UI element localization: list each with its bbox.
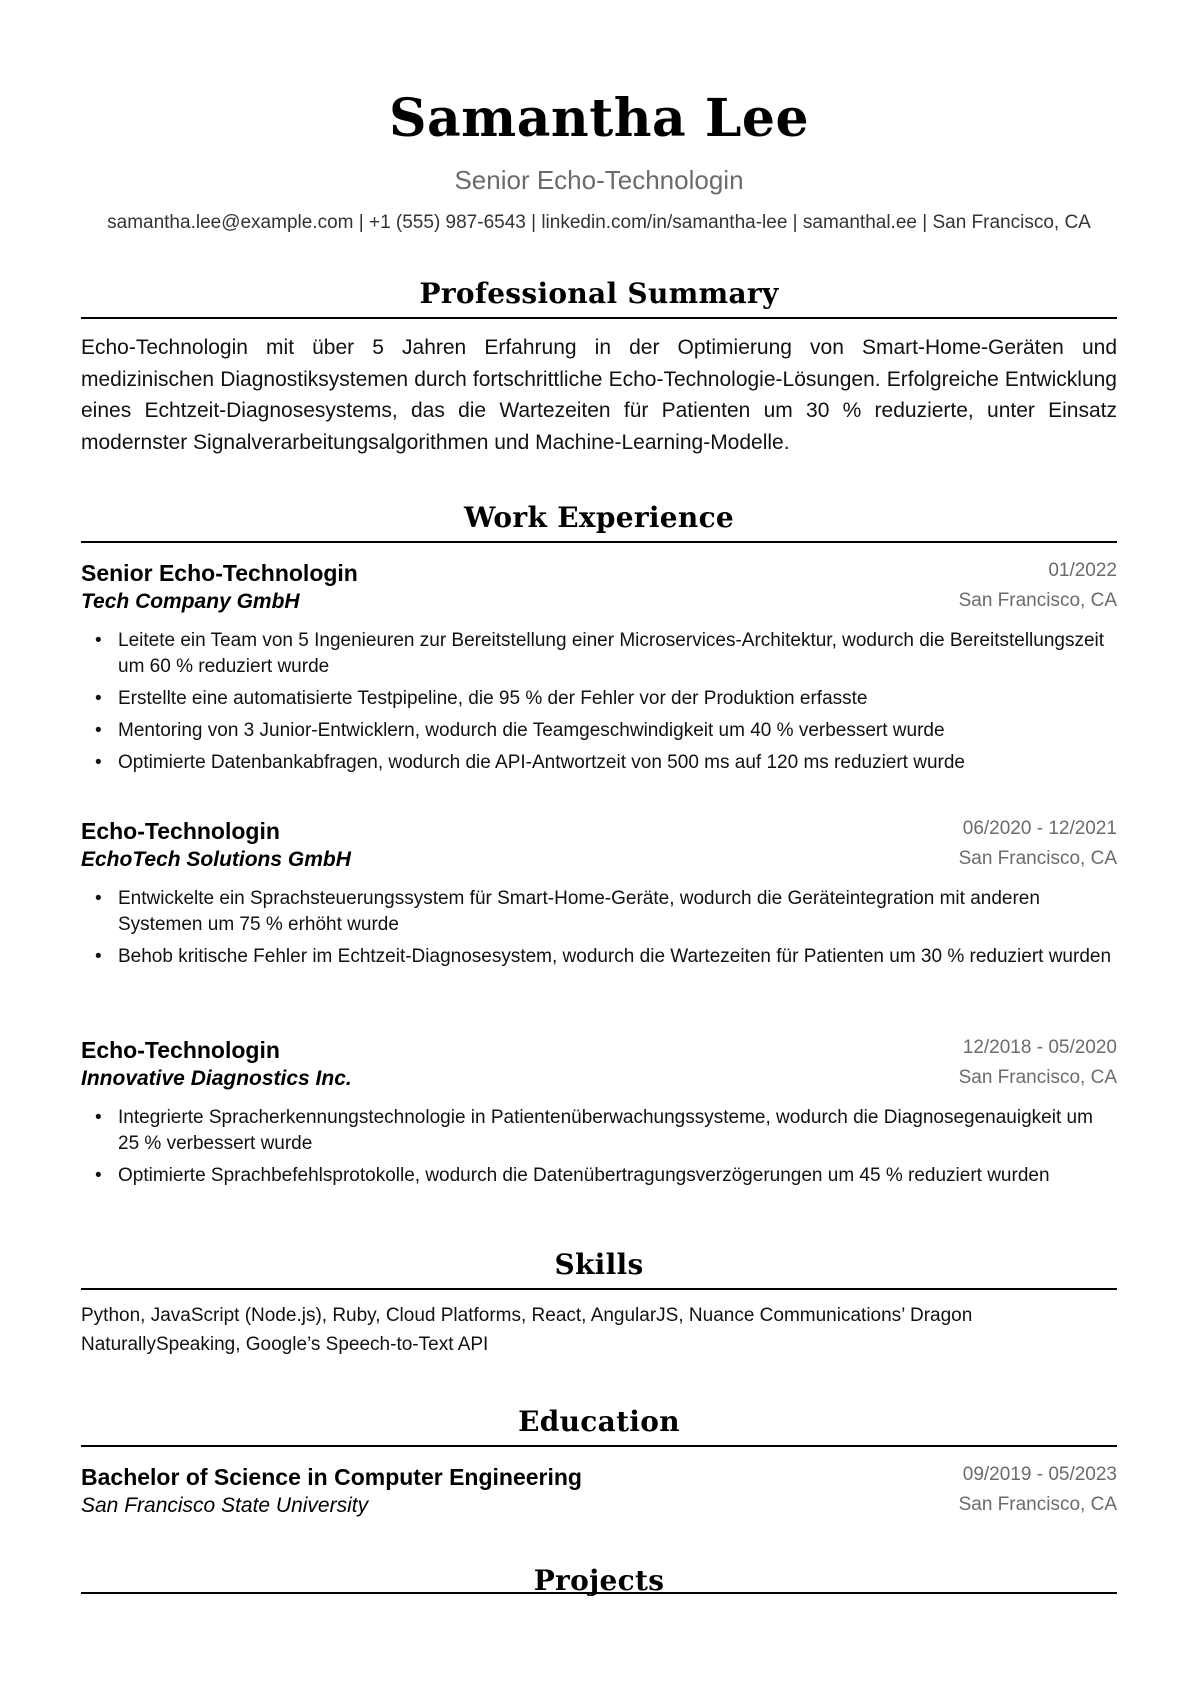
job-location: San Francisco, CA [958,590,1117,611]
job-bullet: • Leitete ein Team von 5 Ingenieuren zur Bereitstellung einer Microservices-Architektur, wodurch die Bereitstellungszeit um 60 % reduziert wurde [81,628,1117,680]
experience-entry [81,816,1117,976]
job-date: 06/2020 - 12/2021 [962,818,1117,839]
skills-section-divider [81,1288,1117,1290]
company-name: Innovative Diagnostics Inc. [81,1067,352,1090]
job-title: Echo-Technologin [81,1037,280,1063]
summary-section-title: Professional Summary [419,277,779,310]
experience-section-title: Work Experience [463,501,735,534]
job-bullet-list [81,628,1117,776]
summary-text: Echo-Technologin mit über 5 Jahren Erfahrung in der Optimierung von Smart-Home-Geräten und medizinischen Diagnostiksystemen durch fortschrittliche Echo-Technologie-Lösungen. Erfolgreiche Entwicklung eines Echtzeit-Diagnosesystems, das die Wartezeiten für Patienten um 30 % reduzierte, unter Einsatz modernster Signalverarbeitungsalgorithmen und Machine-Learning-Modelle. [81,336,1117,454]
job-bullet: • Integrierte Spracherkennungstechnologie in Patientenüberwachungssysteme, wodurch die Diagnosegenauigkeit um 25 % verbessert wurde [81,1105,1117,1157]
job-date: 12/2018 - 05/2020 [962,1037,1117,1058]
job-date: 01/2022 [1048,560,1117,581]
projects-section-title: Projects [533,1564,665,1597]
contact-line: samantha.lee@example.com | +1 (555) 987-6543 | linkedin.com/in/samantha-lee | samanthal.ee | San Francisco, CA [107,212,1091,233]
company-name: EchoTech Solutions GmbH [81,848,351,871]
experience-entry [81,1035,1117,1195]
job-bullet-list [81,1105,1117,1189]
job-location: San Francisco, CA [958,848,1117,869]
job-bullet: • Behob kritische Fehler im Echtzeit-Diagnosesystem, wodurch die Wartezeiten für Patienten um 30 % reduziert wurden [81,944,1117,970]
education-section-title: Education [518,1405,680,1438]
job-title: Senior Echo-Technologin [81,560,358,586]
education-entry [81,1462,1117,1522]
experience-section-divider [81,541,1117,543]
company-name: Tech Company GmbH [81,590,300,613]
job-location: San Francisco, CA [958,1067,1117,1088]
job-bullet: • Mentoring von 3 Junior-Entwicklern, wodurch die Teamgeschwindigkeit um 40 % verbessert wurde [81,718,1117,744]
job-bullet: • Erstellte eine automatisierte Testpipeline, die 95 % der Fehler vor der Produktion erfasste [81,686,1117,712]
summary-section-divider [81,317,1117,319]
job-bullet: • Optimierte Sprachbefehlsprotokolle, wodurch die Datenübertragungsverzögerungen um 45 % reduziert wurden [81,1163,1117,1189]
skills-section-title: Skills [554,1248,644,1281]
skills-text: Python, JavaScript (Node.js), Ruby, Cloud Platforms, React, AngularJS, Nuance Communications’ Dragon NaturallySpeaking, Google’s Speech-to-Text API [81,1305,973,1355]
job-bullet: • Optimierte Datenbankabfragen, wodurch die API-Antwortzeit von 500 ms auf 120 ms reduziert wurde [81,750,1117,776]
education-date: 09/2019 - 05/2023 [962,1464,1117,1485]
job-bullet-list [81,886,1117,970]
experience-entry [81,558,1117,782]
school-name: San Francisco State University [81,1494,369,1517]
projects-section-divider [81,1592,1117,1594]
job-title: Echo-Technologin [81,818,280,844]
job-bullet: • Entwickelte ein Sprachsteuerungssystem für Smart-Home-Geräte, wodurch die Geräteintegration mit anderen Systemen um 75 % erhöht wurde [81,886,1117,938]
education-location: San Francisco, CA [958,1494,1117,1515]
candidate-name: Samantha Lee [388,88,810,149]
candidate-headline: Senior Echo-Technologin [454,165,744,195]
education-section-divider [81,1445,1117,1447]
degree-title: Bachelor of Science in Computer Engineering [81,1464,582,1490]
